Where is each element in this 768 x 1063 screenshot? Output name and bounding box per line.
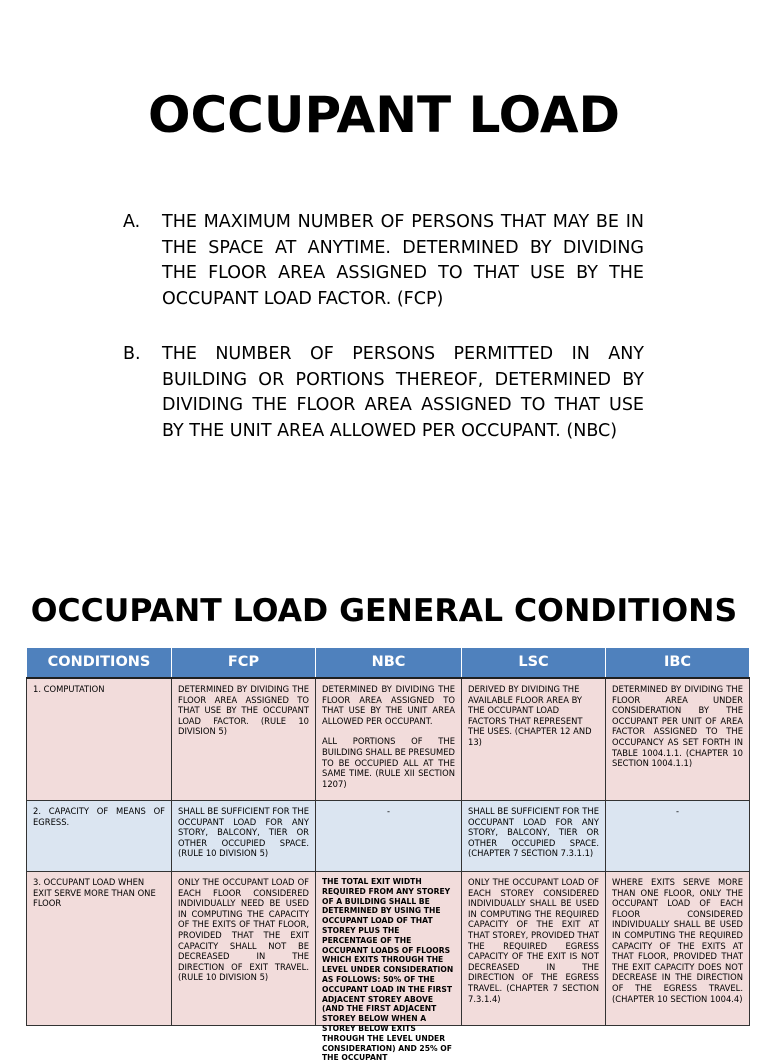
item-text: THE NUMBER OF PERSONS PERMITTED IN ANY BUILDING OR PORTIONS THEREOF, DETERMINED BY DIVIDING THE FLOOR AREA ASSIGNED TO THAT USE BY THE UNIT AREA ALLOWED PER OCCUPANT. (NBC) (162, 344, 644, 441)
header-ibc: IBC (606, 648, 750, 679)
definition-item-a (123, 210, 644, 312)
nbc-cell (316, 678, 462, 801)
ibc-cell: - (606, 801, 750, 872)
table-row (27, 872, 750, 1026)
definition-list (123, 210, 644, 444)
condition-cell: 1. COMPUTATION (27, 678, 172, 801)
header-lsc: LSC (462, 648, 606, 679)
nbc-paragraph: DETERMINED BY DIVIDING THE FLOOR AREA ASSIGNED TO THAT USE BY THE UNIT AREA ALLOWED PER OCCUPANT. (322, 684, 455, 726)
fcp-cell: ONLY THE OCCUPANT LOAD OF EACH FLOOR CONSIDERED INDIVIDUALLY NEED BE USED IN COMPUTING THE CAPACITY OF THE EXITS OF THAT FLOOR, PROVIDED THAT THE EXIT CAPACITY SHALL NOT BE DECREASED IN THE DIRECTION OF EXIT TRAVEL. (RULE 10 DIVISION 5) (172, 872, 316, 1026)
fcp-cell: SHALL BE SUFFICIENT FOR THE OCCUPANT LOAD FOR ANY STORY, BALCONY, TIER OR OTHER OCCUPIED SPACE. (RULE 10 DIVISION 5) (172, 801, 316, 872)
condition-cell: 3. OCCUPANT LOAD WHEN EXIT SERVE MORE THAN ONE FLOOR (27, 872, 172, 1026)
table-row (27, 678, 750, 801)
item-marker: B. (123, 344, 141, 364)
slide-title: OCCUPANT LOAD (147, 86, 621, 144)
header-nbc: NBC (316, 648, 462, 679)
lsc-cell: DERIVED BY DIVIDING THE AVAILABLE FLOOR AREA BY THE OCCUPANT LOAD FACTORS THAT REPRESENT THE USES. (CHAPTER 12 AND 13) (462, 678, 606, 801)
table-row (27, 801, 750, 872)
table-header-row (27, 648, 750, 679)
section-title: OCCUPANT LOAD GENERAL CONDITIONS (30, 593, 738, 629)
ibc-cell: DETERMINED BY DIVIDING THE FLOOR AREA UNDER CONSIDERATION BY THE OCCUPANT PER UNIT OF AREA FACTOR ASSIGNED TO THE OCCUPANCY AS SET FORTH IN TABLE 1004.1.1. (CHAPTER 10 SECTION 1004.1.1) (606, 678, 750, 801)
nbc-cell: - (316, 801, 462, 872)
header-fcp: FCP (172, 648, 316, 679)
nbc-paragraph: ALL PORTIONS OF THE BUILDING SHALL BE PRESUMED TO BE OCCUPIED ALL AT THE SAME TIME. (RULE XII SECTION 1207) (322, 736, 455, 789)
item-text: THE MAXIMUM NUMBER OF PERSONS THAT MAY BE IN THE SPACE AT ANYTIME. DETERMINED BY DIVIDING THE FLOOR AREA ASSIGNED TO THAT USE BY THE OCCUPANT LOAD FACTOR. (FCP) (162, 212, 644, 309)
item-marker: A. (123, 212, 141, 232)
nbc-cell (316, 872, 462, 1063)
lsc-cell: ONLY THE OCCUPANT LOAD OF EACH STOREY CONSIDERED INDIVIDUALLY SHALL BE USED IN COMPUTING THE REQUIRED CAPACITY OF THE EXIT AT THAT STOREY, PROVIDED THAT THE REQUIRED EGRESS CAPACITY OF THE EXIT IS NOT DECREASED IN THE DIRECTION OF THE EGRESS TRAVEL. (CHAPTER 7 SECTION 7.3.1.4) (462, 872, 606, 1026)
fcp-cell: DETERMINED BY DIVIDING THE FLOOR AREA ASSIGNED TO THAT USE BY THE OCCUPANT LOAD FACTOR. (RULE 10 DIVISION 5) (172, 678, 316, 801)
condition-cell: 2. CAPACITY OF MEANS OF EGRESS. (27, 801, 172, 872)
header-conditions: CONDITIONS (27, 648, 172, 679)
nbc-text: THE TOTAL EXIT WIDTH REQUIRED FROM ANY STOREY OF A BUILDING SHALL BE DETERMINED BY USING THE OCCUPANT LOAD OF THAT STOREY PLUS THE PERCENTAGE OF THE OCCUPANT LOADS OF FLOORS WHICH EXITS THROUGH THE LEVEL UNDER CONSIDERATION AS FOLLOWS: 50% OF THE OCCUPANT LOAD IN THE FIRST ADJACENT STOREY ABOVE (AND THE FIRST ADJACENT STOREY BELOW WHEN A STOREY BELOW EXITS THROUGH THE LEVEL UNDER CONSIDERATION) AND 25% OF THE OCCUPANT (322, 877, 454, 1063)
lsc-cell: SHALL BE SUFFICIENT FOR THE OCCUPANT LOAD FOR ANY STORY, BALCONY, TIER OR OTHER OCCUPIED SPACE. (CHAPTER 7 SECTION 7.3.1.1) (462, 801, 606, 872)
definition-item-b (123, 342, 644, 444)
conditions-table (26, 647, 750, 1063)
ibc-cell: WHERE EXITS SERVE MORE THAN ONE FLOOR, ONLY THE OCCUPANT LOAD OF EACH FLOOR CONSIDERED INDIVIDUALLY SHALL BE USED IN COMPUTING THE REQUIRED CAPACITY OF THE EXITS AT THAT FLOOR, PROVIDED THAT THE EXIT CAPACITY DOES NOT DECREASE IN THE DIRECTION OF THE EGRESS TRAVEL. (CHAPTER 10 SECTION 1004.4) (606, 872, 750, 1026)
